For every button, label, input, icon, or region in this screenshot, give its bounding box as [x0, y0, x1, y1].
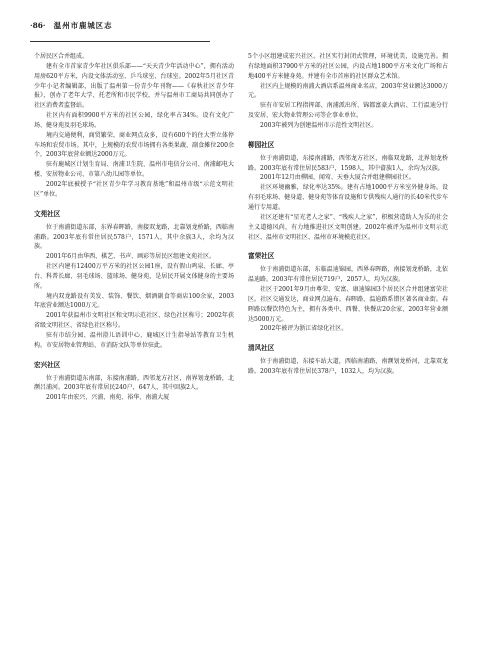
paragraph: 社区内上规模的南浦大酒店系温州商业名店，2003年营业额达3000万元。	[248, 82, 448, 100]
paragraph: 位于南浦街道东部，东临温迪锦园，西界春晖路，南接划龙桥路，北依温迪路。2003年有常住居民719户，2057人，均为汉族。	[248, 266, 448, 284]
page-number: ·86·	[30, 21, 46, 30]
paragraph: 位于南浦街道东部，东界春晖路，南接双龙路，北靠划龙桥路，西临南浦路。2003年底有常住居民578户，1571人，其中余族3人，余均为汉族。	[34, 223, 234, 251]
paragraph: 5个小区组建成宏兴社区。社区实行封闭式管理，环境优美，设施完善。拥有绿地面积37900平方米的社区公园，内设占地1800平方米文化广场和占地400平方米健身苑。并建有全市首座的社区群众艺术馆。	[248, 53, 448, 80]
paragraph: 2001年由宏兴、兴浦、南苑、裕华、南浦大厦	[46, 394, 170, 402]
paragraph: 社区环境幽雅，绿化率达35%。建有占地1000平方米室外健身场。设有羽毛球场、健身道、健身苑等体育设施和专供残疾人通行的长40米代步车通行专用道。	[248, 184, 448, 211]
right-column	[248, 52, 448, 377]
paragraph: 位于南浦街道，东接南浦路，西邻龙方社区，南临双龙路，北界划龙桥路。2003年底有常住居民583户，1598人，其中畲族1人，余均为汉族。	[248, 154, 448, 172]
paragraph: 驻有鹿城区计划生育局、南浦卫生院、温州市电信分公司、南浦邮电大楼、安居物业公司、市第八幼儿园等单位。	[34, 161, 234, 179]
paragraph: 2001年获温州市文明社区和文明示范社区、绿色社区称号；2002年获省级文明社区、省绿色社区称号。	[34, 312, 234, 330]
paragraph: 社区于2001年9月由尊荣、安富、康迪锦园3个居民区合并组建富荣社区。社区交通发达，商业网点遍布。春晖路、温迪路系错区著名商业街。春晖路以餐饮特色为主，拥有各类中、西餐、快餐店20余家，2003年营业额达5000万元。	[248, 286, 448, 323]
paragraph: 社区还建有“星光老人之家”、“残疾人之家”，积极营造助人为乐的社会主义道德风尚，有力地推进社区文明创建。2002年被评为温州市文明示范社区、温州市文明社区、温州市环境模范社区。	[248, 213, 448, 241]
paragraph: 社区内有面积9900平方米的社区公园，绿化率占34%。设有文化广场、健身苑及羽毛球场。	[34, 112, 234, 129]
paragraph: 2002年被评为浙江省绿化社区。	[260, 325, 348, 333]
paragraph: 驻有市结分园、温州澄儿语训中心、鹿城区计生指导站等教育卫生机构。市安居物业管理站、市消防文队等单位驻此。	[34, 331, 234, 349]
paragraph: 驻有市安居工程指挥部、南浦派出所、锦都富豪大酒店、工行温迪分行及安居、宏大物业管理公司等企事业单位。	[248, 102, 448, 120]
paragraph: 社区内建有12400万平方米的社区公园1座，设有假山鸣泉、长廊、亭台、科普长廊、羽毛球场、篮球场、健身苑，是居民开展文体健身的主要场所。	[34, 263, 234, 290]
paragraph: 2001年6月由华西、棋艺、书声、画彩等居民区组建文苑社区。	[46, 253, 216, 261]
paragraph: 境内交通便利，商贸繁荣，商业网点众多，设有600个的住大型立体停车场和农贸市场。其中，上规模的农贸市场拥有各类果蔬、副食摊位200余个，2003年底营业额达2000万元。	[34, 131, 234, 159]
left-column	[34, 52, 234, 403]
paragraph: 个居民区合并组成。	[34, 53, 89, 60]
running-header	[30, 20, 113, 31]
section-heading: 清风社区	[248, 344, 275, 353]
section-heading: 宏兴社区	[34, 360, 61, 369]
header-rule	[30, 41, 210, 42]
paragraph: 2003年被列为创建温州市示范性文明社区。	[260, 121, 378, 129]
paragraph: 2002年底被授予“社区青少年学习教育基地”和温州市级“示范文明社区”单位。	[34, 180, 234, 198]
paragraph: 建有全市首家青少年社区俱乐部——“天天青少年活动中心”，拥有活动用房620平方米，内设文体活动室、乒乓球室、台球室。2002年5月社区青少年小记者编辑部，出版了温州第一份青少年刊物——《春秋社区青少年报》，创办了老年大学、托老所和市民学校，并与温州市工商局共同创办了社区消费者监督站。	[34, 62, 234, 110]
section-heading: 柳园社区	[248, 140, 275, 149]
section-heading: 富荣社区	[248, 252, 275, 261]
paragraph: 位于南浦街道东南部，东接南浦路，西邻龙方社区，南界划龙桥路，北濒吕浦河。2003年底有常居民240户，647人，其中回族2人。	[34, 374, 234, 392]
paragraph: 境内双龙路设有美发、装饰、餐饮、烟酒副食等商店100余家，2003年底营业额达1000万元。	[34, 292, 234, 310]
section-heading: 文苑社区	[34, 209, 61, 218]
paragraph: 位于南浦街道，东接车站大道，西临南浦路，南濒划龙桥河，北靠双龙路。2003年底有常住居民378户，1032人，均为汉族。	[248, 358, 448, 376]
paragraph: 2001年12月由柳园、闻莺、天垂大厦合并组建柳园社区。	[260, 174, 415, 182]
book-title: 温州市鹿城区志	[53, 21, 113, 30]
